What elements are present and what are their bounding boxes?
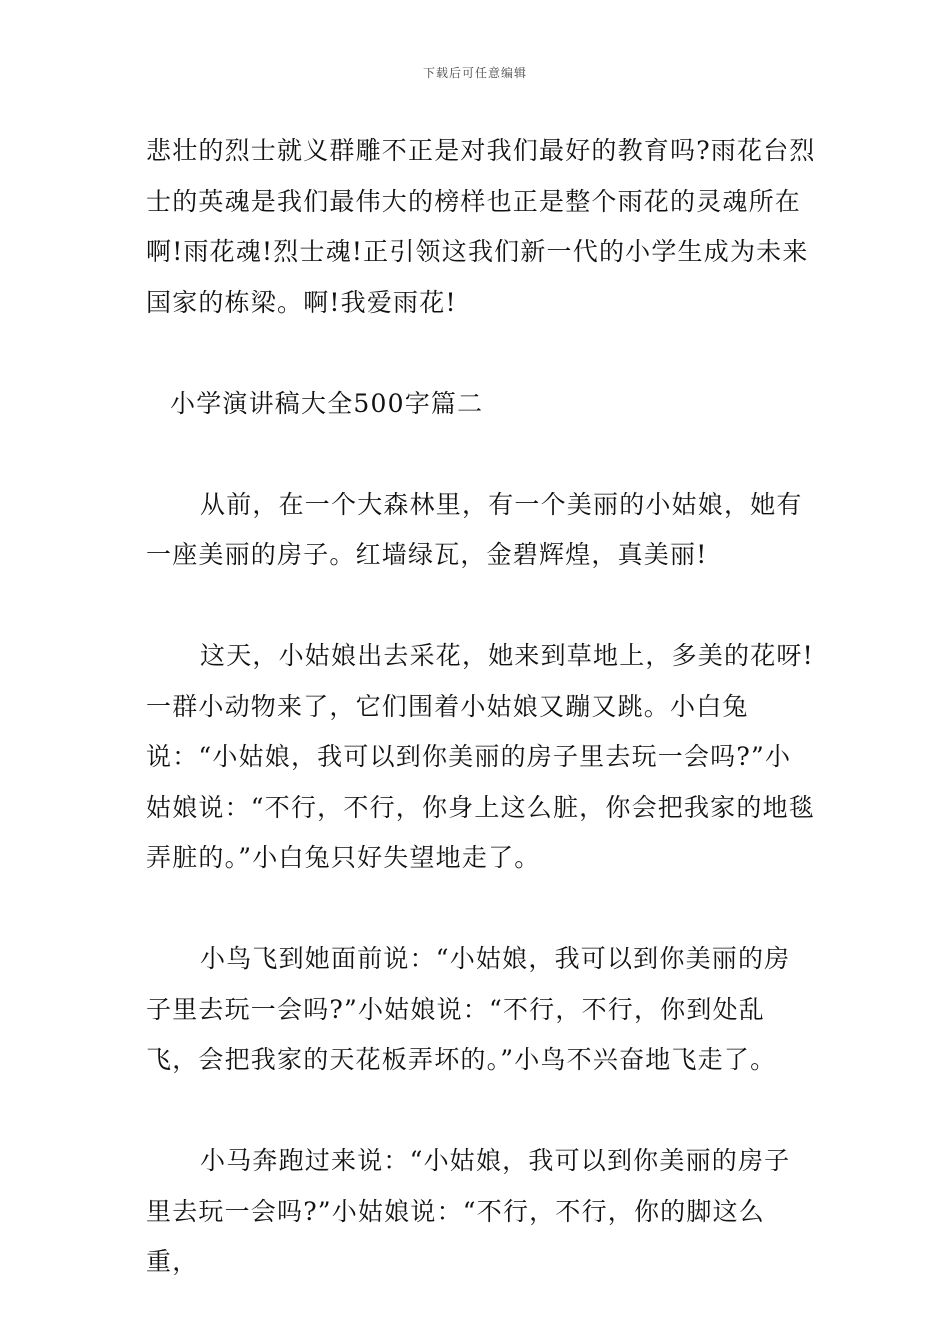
- paragraph-3: 这天，小姑娘出去采花，她来到草地上，多美的花呀!一群小动物来了，它们围着小姑娘又蹦又跳。小白兔说：“小姑娘，我可以到你美丽的房子里去玩一会吗?”小姑娘说：“不行，不行，你身上这么脏，你会把我家的地毯弄脏的。”小白兔只好失望地走了。: [146, 641, 815, 872]
- paragraph-4: 小鸟飞到她面前说：“小姑娘，我可以到你美丽的房子里去玩一会吗?”小姑娘说：“不行，不行，你到处乱飞，会把我家的天花板弄坏的。”小鸟不兴奋地飞走了。: [146, 944, 791, 1074]
- header-note: 下载后可任意编辑: [422, 66, 527, 80]
- spacer: [146, 429, 816, 480]
- document-body: [146, 126, 816, 1288]
- section-subtitle: 小学演讲稿大全500字篇二: [170, 388, 484, 418]
- spacer: [146, 328, 816, 379]
- spacer: [146, 581, 816, 632]
- paragraph-2: 从前，在一个大森林里，有一个美丽的小姑娘，她有一座美丽的房子。红墙绿瓦，金碧辉煌，真美丽!: [146, 489, 803, 569]
- paragraph-1: 悲壮的烈士就义群雕不正是对我们最好的教育吗?雨花台烈士的英魂是我们最伟大的榜样也正是整个雨花的灵魂所在啊!雨花魂!烈士魂!正引领这我们新一代的小学生成为未来国家的栋梁。啊!我爱雨花!: [146, 136, 816, 317]
- spacer: [146, 884, 816, 935]
- paragraph-5: 小马奔跑过来说：“小姑娘，我可以到你美丽的房子里去玩一会吗?”小姑娘说：“不行，不行，你的脚这么重，: [146, 1146, 791, 1276]
- spacer: [146, 1086, 816, 1137]
